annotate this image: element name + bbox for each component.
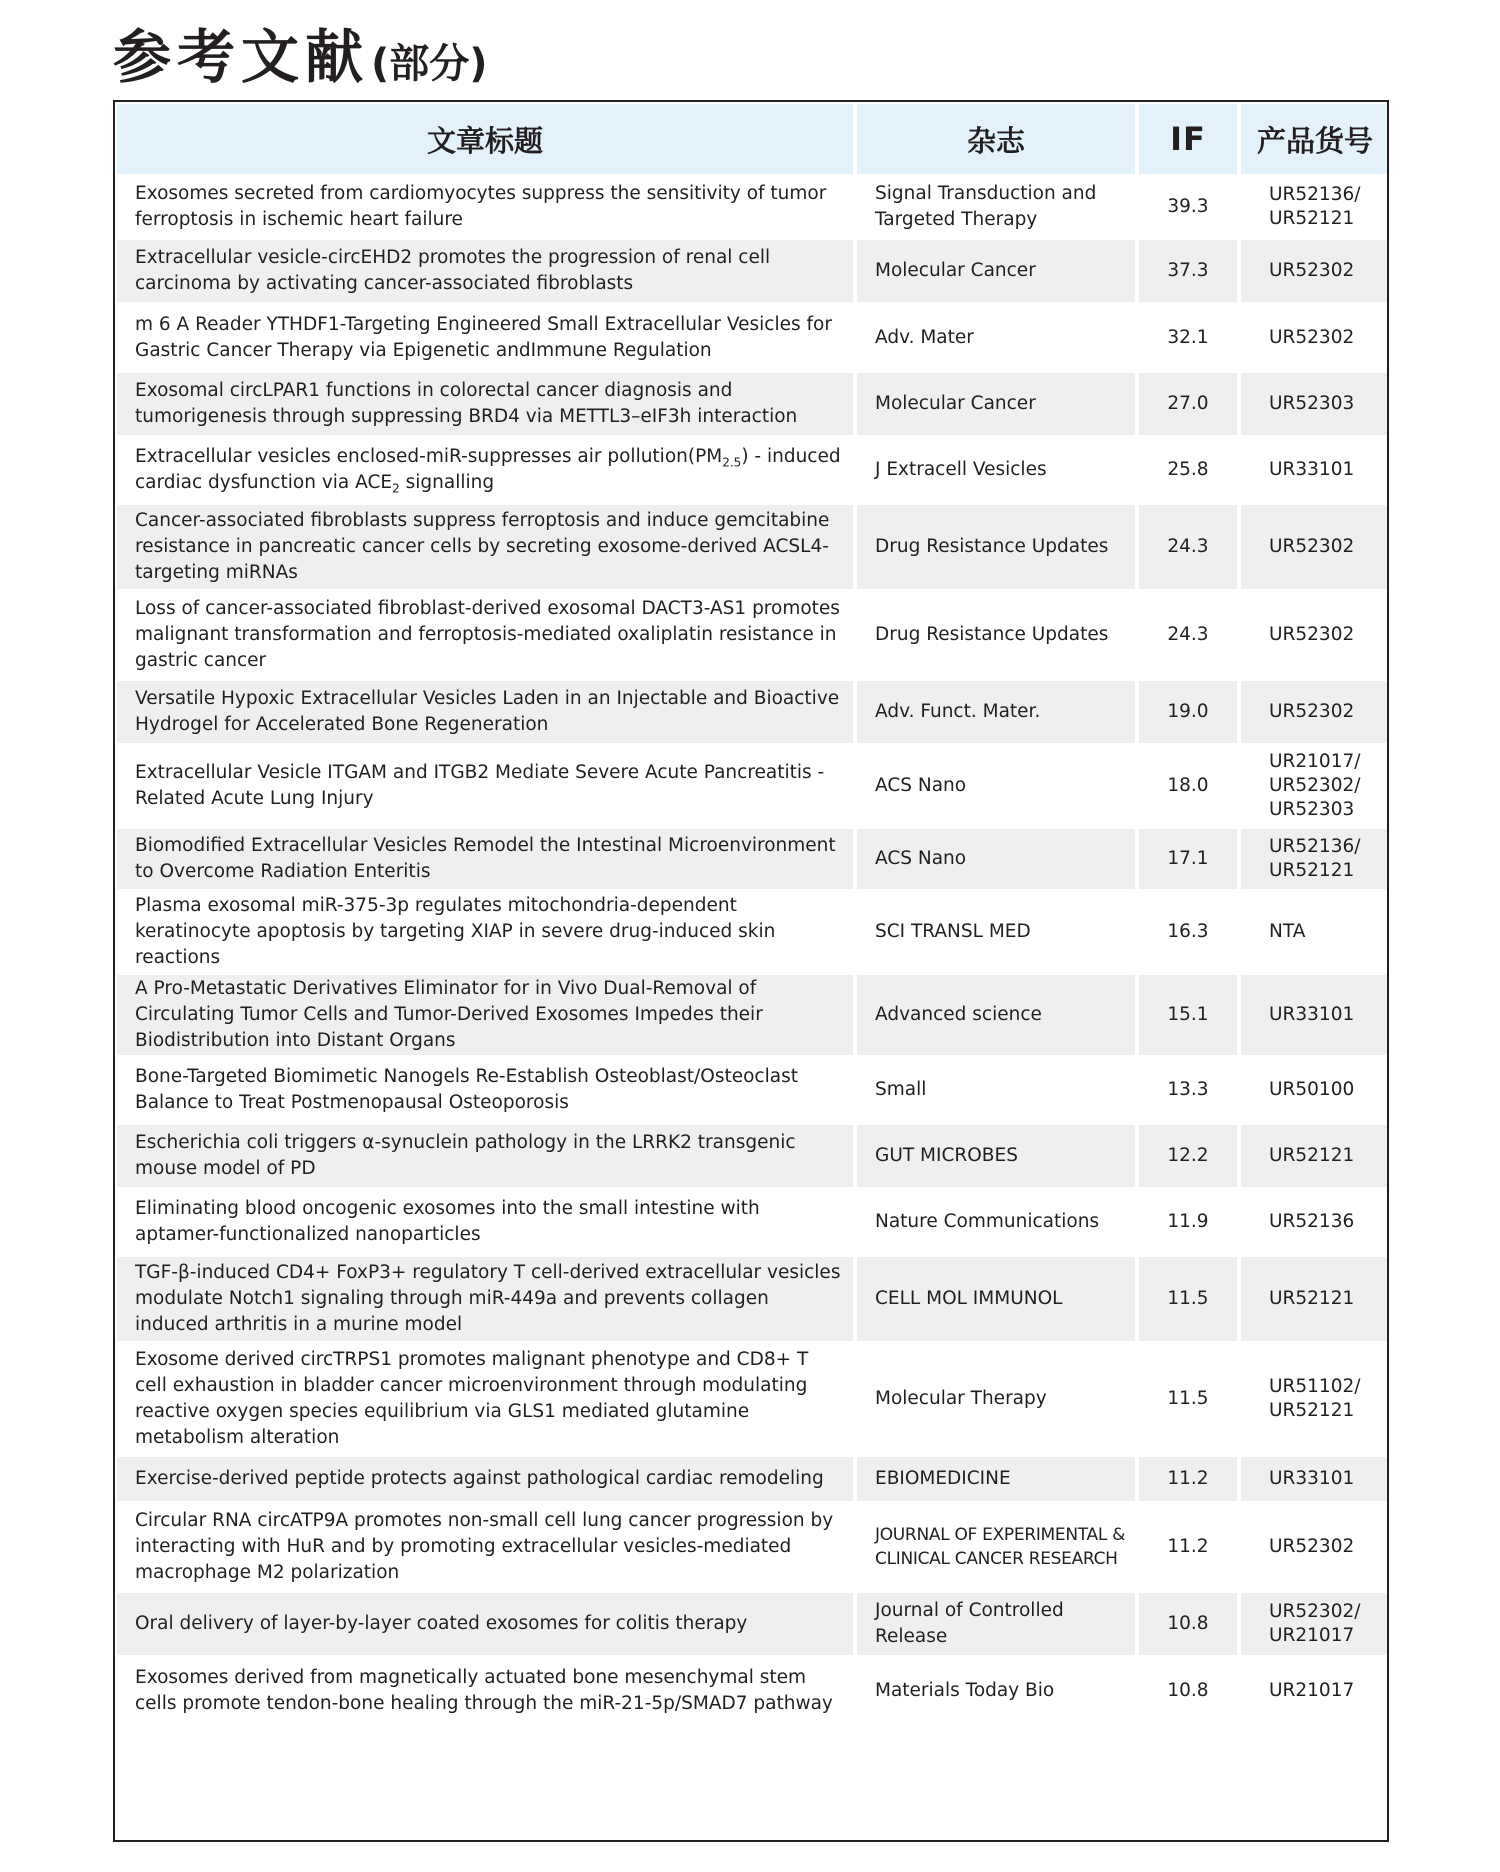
- catalog-number: UR52136: [1241, 1191, 1389, 1253]
- impact-factor: 10.8: [1139, 1659, 1237, 1723]
- article-title: Versatile Hypoxic Extracellular Vesicles Laden in an Injectable and Bioactive Hydrogel for Accelerated Bone Regeneration: [117, 681, 853, 743]
- journal-name: Drug Resistance Updates: [857, 505, 1135, 589]
- table-row: [117, 1593, 1389, 1655]
- catalog-number: UR52136/ UR52121: [1241, 829, 1389, 889]
- table-row: [117, 1505, 1389, 1589]
- article-title: [117, 439, 853, 501]
- article-title: TGF-β-induced CD4+ FoxP3+ regulatory T cell-derived extracellular vesicles modulate Notch1 signaling through miR-449a and prevents collagen induced arthritis in a murine model: [117, 1257, 853, 1341]
- table-row: [117, 1345, 1389, 1453]
- journal-name: Materials Today Bio: [857, 1659, 1135, 1723]
- article-title: Plasma exosomal miR-375-3p regulates mitochondria-dependent keratinocyte apoptosis by targeting XIAP in severe drug-induced skin reactions: [117, 893, 853, 971]
- article-title: Circular RNA circATP9A promotes non-small cell lung cancer progression by interacting with HuR and by promoting extracellular vesicles-mediated macrophage M2 polarization: [117, 1505, 853, 1589]
- impact-factor: 15.1: [1139, 975, 1237, 1055]
- journal-name: GUT MICROBES: [857, 1125, 1135, 1187]
- table-row: [117, 373, 1389, 435]
- journal-name: ACS Nano: [857, 747, 1135, 825]
- catalog-number: UR51102/ UR52121: [1241, 1345, 1389, 1453]
- table-row: [117, 1125, 1389, 1187]
- article-title: Eliminating blood oncogenic exosomes into the small intestine with aptamer-functionalized nanoparticles: [117, 1191, 853, 1253]
- impact-factor: 10.8: [1139, 1593, 1237, 1655]
- journal-name: Adv. Funct. Mater.: [857, 681, 1135, 743]
- impact-factor: 18.0: [1139, 747, 1237, 825]
- article-title: Exosome derived circTRPS1 promotes malignant phenotype and CD8+ T cell exhaustion in bladder cancer microenvironment through modulating reactive oxygen species equilibrium via GLS1 mediated glutamine metabolism alteration: [117, 1345, 853, 1453]
- impact-factor: 17.1: [1139, 829, 1237, 889]
- article-title: Bone-Targeted Biomimetic Nanogels Re-Establish Osteoblast/Osteoclast Balance to Treat Postmenopausal Osteoporosis: [117, 1059, 853, 1121]
- catalog-number: UR52302: [1241, 306, 1389, 369]
- journal-name: JOURNAL OF EXPERIMENTAL & CLINICAL CANCER RESEARCH: [857, 1505, 1135, 1589]
- table-row: [117, 1659, 1389, 1723]
- table-row: [117, 178, 1389, 236]
- journal-name: CELL MOL IMMUNOL: [857, 1257, 1135, 1341]
- subscript-ace: 2: [392, 481, 400, 496]
- impact-factor: 11.5: [1139, 1257, 1237, 1341]
- journal-name: SCI TRANSL MED: [857, 893, 1135, 971]
- catalog-number: UR33101: [1241, 439, 1389, 501]
- impact-factor: 24.3: [1139, 505, 1237, 589]
- impact-factor: 32.1: [1139, 306, 1237, 369]
- catalog-number: UR52302: [1241, 681, 1389, 743]
- impact-factor: 25.8: [1139, 439, 1237, 501]
- catalog-number: UR52302: [1241, 240, 1389, 302]
- article-title: m 6 A Reader YTHDF1-Targeting Engineered Small Extracellular Vesicles for Gastric Cancer Therapy via Epigenetic andImmune Regulation: [117, 306, 853, 369]
- impact-factor: 11.5: [1139, 1345, 1237, 1453]
- article-title: A Pro-Metastatic Derivatives Eliminator for in Vivo Dual-Removal of Circulating Tumor Cells and Tumor-Derived Exosomes Impedes their Biodistribution into Distant Organs: [117, 975, 853, 1055]
- article-title: Exosomal circLPAR1 functions in colorectal cancer diagnosis and tumorigenesis through suppressing BRD4 via METTL3–eIF3h interaction: [117, 373, 853, 435]
- impact-factor: 24.3: [1139, 593, 1237, 677]
- header-catalog-number: 产品货号: [1241, 104, 1389, 174]
- article-title-part: ) - induced cardiac dysfunction via ACE: [135, 446, 841, 493]
- catalog-number: UR33101: [1241, 1457, 1389, 1501]
- table-row: [117, 439, 1389, 501]
- article-title: Escherichia coli triggers α-synuclein pathology in the LRRK2 transgenic mouse model of PD: [117, 1125, 853, 1187]
- table-row: [117, 593, 1389, 677]
- journal-name: Signal Transduction and Targeted Therapy: [857, 178, 1135, 236]
- impact-factor: 16.3: [1139, 893, 1237, 971]
- table-row: [117, 893, 1389, 971]
- journal-name: ACS Nano: [857, 829, 1135, 889]
- catalog-number: NTA: [1241, 893, 1389, 971]
- catalog-number: UR52121: [1241, 1125, 1389, 1187]
- article-title: Exosomes derived from magnetically actuated bone mesenchymal stem cells promote tendon-bone healing through the miR-21-5p/SMAD7 pathway: [117, 1659, 853, 1723]
- table-row: [117, 240, 1389, 302]
- table-row: [117, 975, 1389, 1055]
- article-title-part: Extracellular vesicles enclosed-miR-suppresses air pollution(PM: [135, 446, 723, 467]
- article-title: Biomodified Extracellular Vesicles Remodel the Intestinal Microenvironment to Overcome Radiation Enteritis: [117, 829, 853, 889]
- article-title: Exosomes secreted from cardiomyocytes suppress the sensitivity of tumor ferroptosis in ischemic heart failure: [117, 178, 853, 236]
- article-title-part: signalling: [399, 472, 495, 493]
- impact-factor: 11.2: [1139, 1457, 1237, 1501]
- title-subtitle: (部分): [371, 41, 488, 87]
- catalog-number: UR52302/ UR21017: [1241, 1593, 1389, 1655]
- table-row: [117, 1257, 1389, 1341]
- catalog-number: UR50100: [1241, 1059, 1389, 1121]
- impact-factor: 11.9: [1139, 1191, 1237, 1253]
- table-row: [117, 829, 1389, 889]
- impact-factor: 39.3: [1139, 178, 1237, 236]
- table-row: [117, 681, 1389, 743]
- table-row: [117, 1457, 1389, 1501]
- journal-name: Journal of Controlled Release: [857, 1593, 1135, 1655]
- catalog-number: UR52302: [1241, 505, 1389, 589]
- references-table: [113, 100, 1389, 1727]
- article-title: Cancer-associated fibroblasts suppress ferroptosis and induce gemcitabine resistance in pancreatic cancer cells by secreting exosome-derived ACSL4-targeting miRNAs: [117, 505, 853, 589]
- article-title: Exercise-derived peptide protects against pathological cardiac remodeling: [117, 1457, 853, 1501]
- table-header-row: [117, 104, 1389, 174]
- header-impact-factor: IF: [1139, 104, 1237, 174]
- catalog-number: UR52303: [1241, 373, 1389, 435]
- header-journal: 杂志: [857, 104, 1135, 174]
- journal-name: Drug Resistance Updates: [857, 593, 1135, 677]
- header-article-title: 文章标题: [117, 104, 853, 174]
- subscript-pm: 2.5: [722, 455, 742, 470]
- journal-name: Molecular Cancer: [857, 240, 1135, 302]
- impact-factor: 12.2: [1139, 1125, 1237, 1187]
- impact-factor: 37.3: [1139, 240, 1237, 302]
- table-row: [117, 1059, 1389, 1121]
- journal-name: Molecular Therapy: [857, 1345, 1135, 1453]
- impact-factor: 27.0: [1139, 373, 1237, 435]
- table-row: [117, 505, 1389, 589]
- article-title: Extracellular vesicle-circEHD2 promotes the progression of renal cell carcinoma by activating cancer-associated fibroblasts: [117, 240, 853, 302]
- journal-name: J Extracell Vesicles: [857, 439, 1135, 501]
- impact-factor: 13.3: [1139, 1059, 1237, 1121]
- catalog-number: UR52121: [1241, 1257, 1389, 1341]
- journal-name: EBIOMEDICINE: [857, 1457, 1135, 1501]
- impact-factor: 19.0: [1139, 681, 1237, 743]
- journal-name: Nature Communications: [857, 1191, 1135, 1253]
- page-title: [113, 10, 488, 92]
- table-row: [117, 1191, 1389, 1253]
- journal-name: Adv. Mater: [857, 306, 1135, 369]
- catalog-number: UR52302: [1241, 593, 1389, 677]
- catalog-number: UR21017/ UR52302/ UR52303: [1241, 747, 1389, 825]
- article-title: Extracellular Vesicle ITGAM and ITGB2 Mediate Severe Acute Pancreatitis -Related Acute Lung Injury: [117, 747, 853, 825]
- journal-name: Molecular Cancer: [857, 373, 1135, 435]
- journal-name: Small: [857, 1059, 1135, 1121]
- table-row: [117, 306, 1389, 369]
- catalog-number: UR33101: [1241, 975, 1389, 1055]
- table-row: [117, 747, 1389, 825]
- catalog-number: UR52302: [1241, 1505, 1389, 1589]
- article-title: Loss of cancer-associated fibroblast-derived exosomal DACT3-AS1 promotes malignant transformation and ferroptosis-mediated oxaliplatin resistance in gastric cancer: [117, 593, 853, 677]
- catalog-number: UR21017: [1241, 1659, 1389, 1723]
- title-main: 参考文献: [113, 23, 370, 91]
- impact-factor: 11.2: [1139, 1505, 1237, 1589]
- catalog-number: UR52136/ UR52121: [1241, 178, 1389, 236]
- journal-name: Advanced science: [857, 975, 1135, 1055]
- references-table-frame: [113, 100, 1389, 1842]
- article-title: Oral delivery of layer-by-layer coated exosomes for colitis therapy: [117, 1593, 853, 1655]
